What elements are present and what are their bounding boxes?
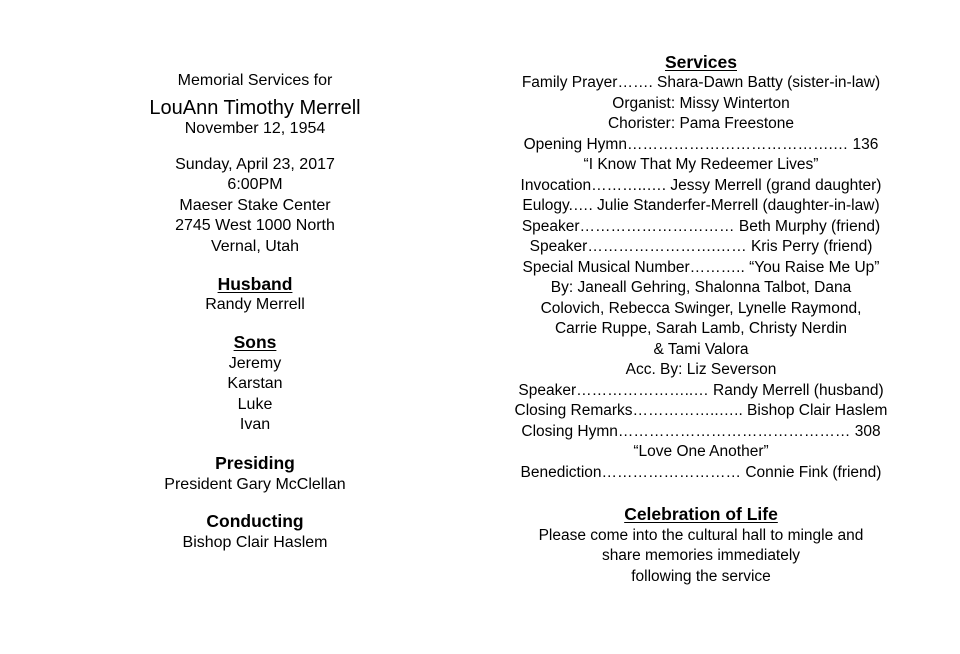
venue-name: Maeser Stake Center (179, 197, 331, 214)
birth-date: November 12, 1954 (184, 120, 326, 137)
program-line: Organist: Missy Winterton (612, 95, 790, 112)
program-line: Speaker………………………… Beth Murphy (friend) (521, 218, 881, 235)
conducting-heading: Conducting (206, 511, 304, 531)
program-line: Closing Hymn……………………………………… 308 (521, 423, 881, 440)
program-line: & Tami Valora (653, 341, 749, 358)
deceased-name: LouAnn Timothy Merrell (149, 97, 361, 119)
program-line: Benediction……………………… Connie Fink (friend) (520, 464, 882, 481)
service-date: Sunday, April 23, 2017 (175, 156, 335, 173)
celebration-text: share memories immediately (601, 547, 801, 564)
program-line: Special Musical Number……….. “You Raise Me Up” (522, 259, 880, 276)
program-line: By: Janeall Gehring, Shalonna Talbot, Dana (550, 279, 852, 296)
program-line: Opening Hymn………………………………….… 136 (523, 136, 879, 153)
son-name: Jeremy (228, 355, 282, 372)
presiding-name: President Gary McClellan (164, 476, 346, 493)
venue-city: Vernal, Utah (210, 238, 300, 255)
son-name: Luke (237, 396, 273, 413)
program-line: Speaker…………………….…… Kris Perry (friend) (529, 238, 873, 255)
celebration-text: following the service (631, 568, 771, 585)
program-line: Speaker…………………..… Randy Merrell (husband) (518, 382, 884, 399)
program-line: Acc. By: Liz Severson (625, 361, 777, 378)
service-time: 6:00PM (227, 176, 283, 193)
son-name: Karstan (227, 375, 283, 392)
program-line: Eulogy.…. Julie Standerfer-Merrell (daughter-in-law) (522, 197, 880, 214)
services-heading: Services (664, 52, 737, 72)
program-line: “Love One Another” (633, 443, 769, 460)
conducting-name: Bishop Clair Haslem (182, 534, 328, 551)
celebration-heading: Celebration of Life (624, 504, 778, 524)
son-name: Ivan (239, 416, 271, 433)
program-line: Chorister: Pama Freestone (607, 115, 795, 132)
venue-address: 2745 West 1000 North (175, 217, 335, 234)
husband-heading: Husband (217, 274, 293, 294)
sons-heading: Sons (233, 332, 277, 352)
program-line: Carrie Ruppe, Sarah Lamb, Christy Nerdin (554, 320, 848, 337)
celebration-text: Please come into the cultural hall to mingle and (538, 527, 864, 544)
program-line: Closing Remarks……………..….. Bishop Clair Haslem (514, 402, 888, 419)
presiding-heading: Presiding (215, 453, 295, 473)
intro-text: Memorial Services for (177, 72, 333, 89)
program-line: Family Prayer……. Shara-Dawn Batty (sister-in-law) (521, 74, 881, 91)
husband-name: Randy Merrell (205, 296, 305, 313)
program-line: Colovich, Rebecca Swinger, Lynelle Raymond, (540, 300, 862, 317)
program-line: Invocation………..…. Jessy Merrell (grand daughter) (520, 177, 882, 194)
program-line: “I Know That My Redeemer Lives” (583, 156, 819, 173)
